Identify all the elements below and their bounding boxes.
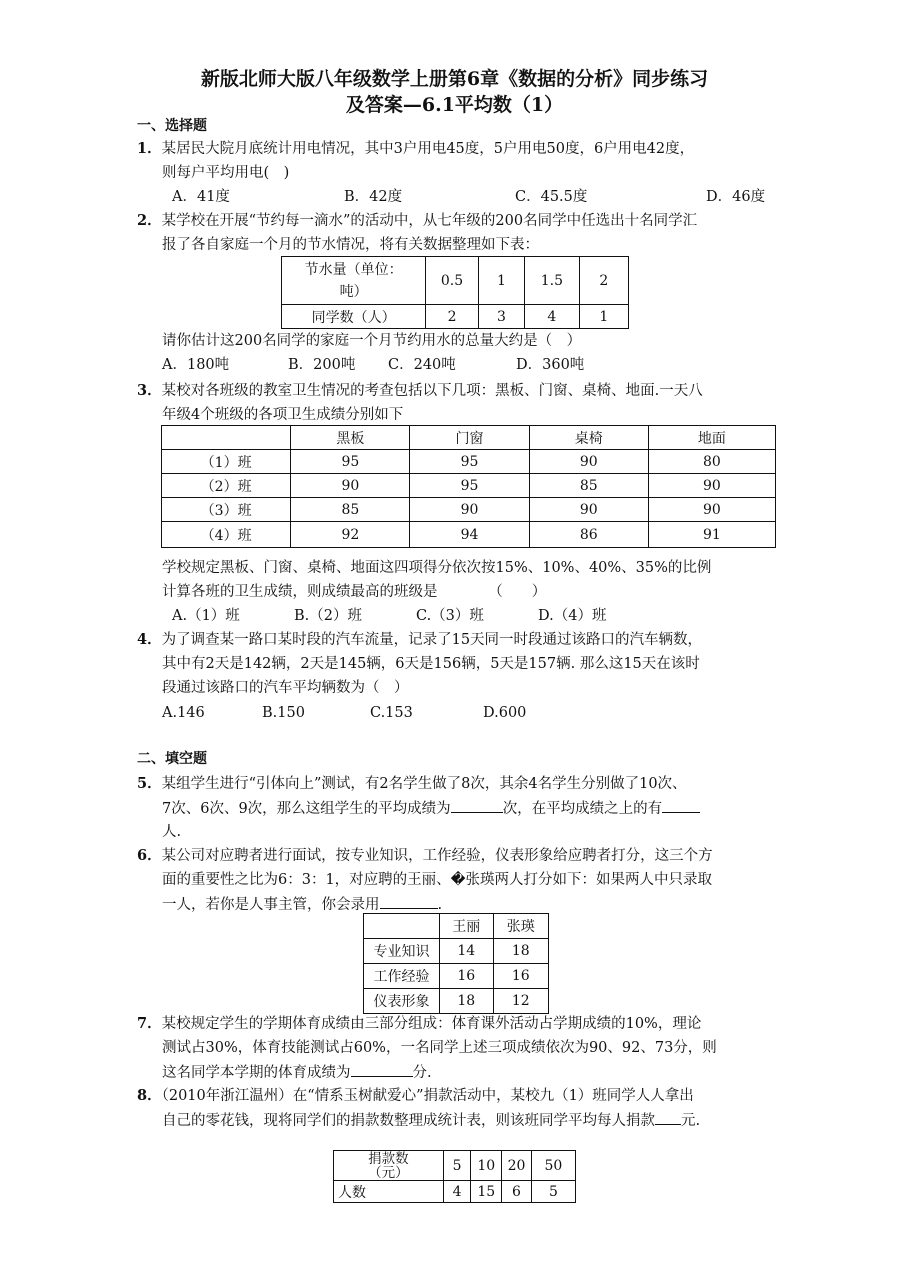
table-cell: 15 xyxy=(471,1181,502,1203)
q4-option-d: D.600 xyxy=(483,705,527,721)
table-header-label-a: 捐款数 xyxy=(368,1150,409,1167)
table-row-label: 人数 xyxy=(334,1181,444,1203)
question-4-line1 xyxy=(137,630,702,650)
table-header-label-a: 节水量（单位： xyxy=(304,261,403,278)
question-7-line3 xyxy=(162,1062,432,1083)
table-cell: 86 xyxy=(529,522,648,548)
table-header-cell: 门窗 xyxy=(410,426,529,450)
question-8-text-a: 自己的零花钱，现将同学们的捐款数整理成统计表，则该班同学平均每人捐款 xyxy=(162,1113,655,1129)
question-6-line3 xyxy=(162,894,442,915)
q2-option-b: B．200吨 xyxy=(288,357,356,373)
water-saving-table xyxy=(281,256,629,329)
question-6-line2: 面的重要性之比为6：3：1，对应聘的王丽、�张瑛两人打分如下：如果两人中只录取 xyxy=(162,872,713,888)
question-7-text-a: 这名同学本学期的体育成绩为 xyxy=(162,1065,351,1081)
answer-blank[interactable] xyxy=(662,798,700,813)
table-cell: 94 xyxy=(410,522,529,548)
question-5-line2 xyxy=(162,798,700,819)
question-2-text: 某学校在开展“节约每一滴水”的活动中，从七年级的200名同学中任选出十名同学汇 xyxy=(161,213,698,229)
question-6-number: 6． xyxy=(137,847,162,864)
table-cell: 20 xyxy=(502,1151,532,1181)
question-7-text: 某校规定学生的学期体育成绩由三部分组成：体育课外活动占学期成绩的10%，理论 xyxy=(161,1016,702,1032)
q3-option-a: A.（1）班 xyxy=(172,608,240,624)
table-row xyxy=(334,1151,576,1181)
table-header-cell: 王丽 xyxy=(440,914,493,939)
question-4-line3: 段通过该路口的汽车平均辆数为（ ） xyxy=(162,680,409,696)
question-6-text-a: 一人，若你是人事主管，你会录用 xyxy=(162,897,380,913)
question-5-line1 xyxy=(137,774,687,794)
question-7-text-b: 分. xyxy=(412,1065,432,1081)
table-row-label: 同学数（人） xyxy=(282,305,426,329)
table-cell: 4 xyxy=(525,305,579,329)
table-cell: 1 xyxy=(579,305,628,329)
question-2-after: 请你估计这200名同学的家庭一个月节约用水的总量大约是（ ） xyxy=(162,333,582,349)
table-row xyxy=(282,305,629,329)
table-cell: 6 xyxy=(502,1181,532,1203)
question-3-text: 某校对各班级的教室卫生情况的考查包括以下几项：黑板、门窗、桌椅、地面.一天八 xyxy=(161,383,703,399)
table-cell: 0.5 xyxy=(426,257,479,305)
table-cell: 90 xyxy=(529,498,648,522)
q1-option-c: C．45.5度 xyxy=(515,189,588,205)
question-3-line1 xyxy=(137,381,703,401)
question-5-text: 某组学生进行“引体向上”测试，有2名学生做了8次，其余4名学生分别做了10次、 xyxy=(161,776,687,792)
answer-blank[interactable] xyxy=(451,798,503,813)
q2-option-d: D．360吨 xyxy=(516,357,585,373)
interview-score-table xyxy=(363,913,549,1014)
table-row xyxy=(162,426,776,450)
table-row xyxy=(364,914,549,939)
table-cell: 85 xyxy=(529,474,648,498)
question-1-line2: 则每户平均用电( ) xyxy=(162,165,290,181)
q1-option-b: B．42度 xyxy=(344,189,403,205)
q3-option-d: D.（4）班 xyxy=(538,608,607,624)
question-4-text: 为了调查某一路口某时段的汽车流量，记录了15天同一时段通过该路口的汽车辆数， xyxy=(161,632,703,648)
table-header-cell: 桌椅 xyxy=(529,426,648,450)
table-cell: 2 xyxy=(426,305,479,329)
question-2-line2: 报了各自家庭一个月的节水情况，将有关数据整理如下表： xyxy=(162,237,539,253)
table-cell: 90 xyxy=(648,474,775,498)
q4-option-c: C.153 xyxy=(370,705,413,721)
table-cell: 1 xyxy=(478,257,524,305)
table-header-label-b: 吨） xyxy=(339,283,368,300)
table-header-cell xyxy=(364,914,440,939)
table-row-label: （2）班 xyxy=(162,474,291,498)
question-5-number: 5． xyxy=(137,775,162,792)
table-cell: 90 xyxy=(529,450,648,474)
table-cell: 50 xyxy=(531,1151,575,1181)
table-row xyxy=(334,1181,576,1203)
table-cell: 91 xyxy=(648,522,775,548)
answer-blank[interactable] xyxy=(351,1062,413,1077)
table-cell: 2 xyxy=(579,257,628,305)
table-cell: 16 xyxy=(440,964,493,989)
table-row xyxy=(282,257,629,305)
table-row xyxy=(364,939,549,964)
question-7-number: 7． xyxy=(137,1015,162,1032)
q4-option-a: A.146 xyxy=(162,705,205,721)
question-3-after1: 学校规定黑板、门窗、桌椅、地面这四项得分依次按15%、10%、40%、35%的比例 xyxy=(162,560,712,576)
question-8-text-b: 元. xyxy=(681,1113,701,1129)
question-6-line1 xyxy=(137,846,713,866)
table-row-label: 仪表形象 xyxy=(364,989,440,1014)
question-1-number: 1． xyxy=(137,140,162,157)
question-5-text-a: 7次、6次、9次，那么这组学生的平均成绩为 xyxy=(162,801,451,817)
question-8-number: 8． xyxy=(137,1087,162,1104)
question-5-line3: 人. xyxy=(162,824,182,840)
question-4-line2: 其中有2天是142辆，2天是145辆，6天是156辆，5天是157辆. 那么这15天在该时 xyxy=(162,656,700,672)
question-7-line1 xyxy=(137,1014,701,1034)
table-cell: 1.5 xyxy=(525,257,579,305)
question-3-after2: 计算各班的卫生成绩，则成绩最高的班级是 （ ） xyxy=(162,584,547,600)
table-cell: 90 xyxy=(410,498,529,522)
table-header-cell xyxy=(334,1151,444,1181)
question-8-line1 xyxy=(137,1086,694,1106)
table-cell: 4 xyxy=(443,1181,471,1203)
table-header-cell xyxy=(282,257,426,305)
q1-option-d: D．46度 xyxy=(706,189,766,205)
answer-blank[interactable] xyxy=(380,894,438,909)
question-3-number: 3． xyxy=(137,382,162,399)
table-row-label: 专业知识 xyxy=(364,939,440,964)
question-6-text: 某公司对应聘者进行面试，按专业知识，工作经验，仪表形象给应聘者打分，这三个方 xyxy=(161,848,713,864)
question-6-text-b: . xyxy=(437,897,443,913)
table-cell: 18 xyxy=(440,989,493,1014)
table-cell: 95 xyxy=(410,474,529,498)
table-header-cell: 地面 xyxy=(648,426,775,450)
doc-title-line1: 新版北师大版八年级数学上册第6章《数据的分析》同步练习 xyxy=(200,68,709,90)
question-1-text: 某居民大院月底统计用电情况，其中3户用电45度，5户用电50度，6户用电42度， xyxy=(161,141,695,157)
q3-option-b: B.（2）班 xyxy=(294,608,362,624)
table-cell: 90 xyxy=(291,474,410,498)
doc-title-line2: 及答案—6.1平均数（1） xyxy=(345,94,564,116)
answer-blank[interactable] xyxy=(655,1110,681,1125)
question-3-line2: 年级4个班级的各项卫生成绩分别如下 xyxy=(162,407,404,423)
q1-option-a: A．41度 xyxy=(172,189,230,205)
question-7-line2: 测试占30%，体育技能测试占60%，一名同学上述三项成绩依次为90、92、73分，则 xyxy=(162,1040,717,1056)
table-header-label-b: （元） xyxy=(368,1164,409,1181)
hygiene-score-table xyxy=(161,425,776,548)
table-cell: 85 xyxy=(291,498,410,522)
table-cell: 18 xyxy=(493,939,548,964)
question-2-line1 xyxy=(137,211,697,231)
table-cell: 80 xyxy=(648,450,775,474)
table-row-label: （3）班 xyxy=(162,498,291,522)
question-8-line2 xyxy=(162,1110,700,1131)
question-2-number: 2． xyxy=(137,212,162,229)
table-row xyxy=(162,450,776,474)
table-cell: 5 xyxy=(531,1181,575,1203)
table-cell: 95 xyxy=(410,450,529,474)
q4-option-b: B.150 xyxy=(262,705,305,721)
section-heading-choice: 一、选择题 xyxy=(137,118,207,134)
section-heading-fill: 二、填空题 xyxy=(137,751,207,767)
table-row-label: （4）班 xyxy=(162,522,291,548)
q3-option-c: C.（3）班 xyxy=(416,608,484,624)
table-row-label: 工作经验 xyxy=(364,964,440,989)
table-cell: 95 xyxy=(291,450,410,474)
table-row xyxy=(364,989,549,1014)
table-row xyxy=(162,474,776,498)
table-header-cell: 黑板 xyxy=(291,426,410,450)
table-header-cell: 张瑛 xyxy=(493,914,548,939)
q2-option-a: A．180吨 xyxy=(162,357,230,373)
donation-table xyxy=(333,1150,576,1203)
table-row-label: （1）班 xyxy=(162,450,291,474)
question-8-text: （2010年浙江温州）在“情系玉树献爱心”捐款活动中，某校九（1）班同学人人拿出 xyxy=(161,1088,694,1104)
table-cell: 10 xyxy=(471,1151,502,1181)
question-1-line1 xyxy=(137,139,694,159)
table-cell: 92 xyxy=(291,522,410,548)
table-cell: 12 xyxy=(493,989,548,1014)
table-header-cell xyxy=(162,426,291,450)
table-row xyxy=(364,964,549,989)
question-4-number: 4． xyxy=(137,631,162,648)
table-row xyxy=(162,522,776,548)
table-cell: 14 xyxy=(440,939,493,964)
table-cell: 16 xyxy=(493,964,548,989)
table-row xyxy=(162,498,776,522)
table-cell: 90 xyxy=(648,498,775,522)
table-cell: 3 xyxy=(478,305,524,329)
question-5-text-b: 次，在平均成绩之上的有 xyxy=(502,801,663,817)
q2-option-c: C．240吨 xyxy=(388,357,456,373)
table-cell: 5 xyxy=(443,1151,471,1181)
